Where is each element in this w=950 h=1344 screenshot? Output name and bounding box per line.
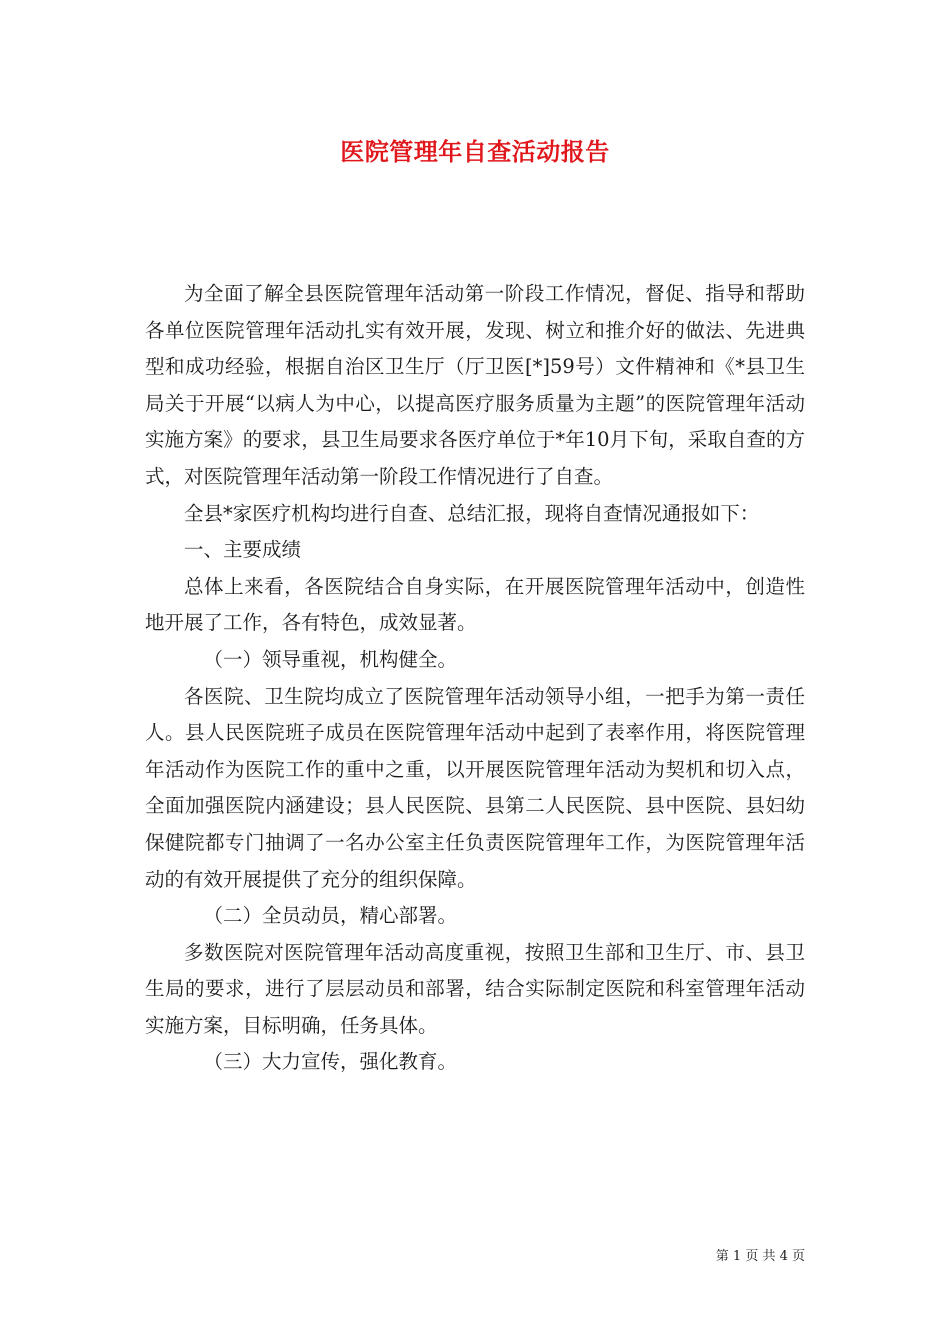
paragraph-mobilization: 多数医院对医院管理年活动高度重视，按照卫生部和卫生厅、市、县卫生局的要求，进行了层层动员和部署，结合实际制定医院和科室管理年活动实施方案，目标明确，任务具体。 (145, 940, 805, 1037)
paragraph-summary: 全县*家医疗机构均进行自查、总结汇报，现将自查情况通报如下： (184, 501, 760, 525)
section-heading-main-achievements: 一、主要成绩 (184, 538, 302, 562)
document-body (145, 276, 805, 1081)
paragraph-overall: 总体上来看，各医院结合自身实际，在开展医院管理年活动中，创造性地开展了工作，各有特色，成效显著。 (145, 574, 805, 635)
subheading-leadership: （一）领导重视，机构健全。 (203, 647, 458, 671)
document-title: 医院管理年自查活动报告 (340, 137, 610, 166)
subheading-mobilization: （二）全员动员，精心部署。 (203, 904, 458, 928)
paragraph-leadership: 各医院、卫生院均成立了医院管理年活动领导小组，一把手为第一责任人。县人民医院班子成员在医院管理年活动中起到了表率作用，将医院管理年活动作为医院工作的重中之重，以开展医院管理年活动为契机和切入点，全面加强医院内涵建设；县人民医院、县第二人民医院、县中医院、县妇幼保健院都专门抽调了一名办公室主任负责医院管理年工作，为医院管理年活动的有效开展提供了充分的组织保障。 (145, 684, 805, 891)
paragraph-intro: 为全面了解全县医院管理年活动第一阶段工作情况，督促、指导和帮助各单位医院管理年活动扎实有效开展，发现、树立和推介好的做法、先进典型和成功经验，根据自治区卫生厅（厅卫医[*]59号）文件精神和《*县卫生局关于开展“以病人为中心，以提高医疗服务质量为主题”的医院管理年活动实施方案》的要求，县卫生局要求各医疗单位于*年10月下旬，采取自查的方式，对医院管理年活动第一阶段工作情况进行了自查。 (145, 282, 805, 488)
subheading-publicity: （三）大力宣传，强化教育。 (203, 1050, 458, 1074)
page-number: 第 1 页 共 4 页 (715, 1249, 805, 1264)
